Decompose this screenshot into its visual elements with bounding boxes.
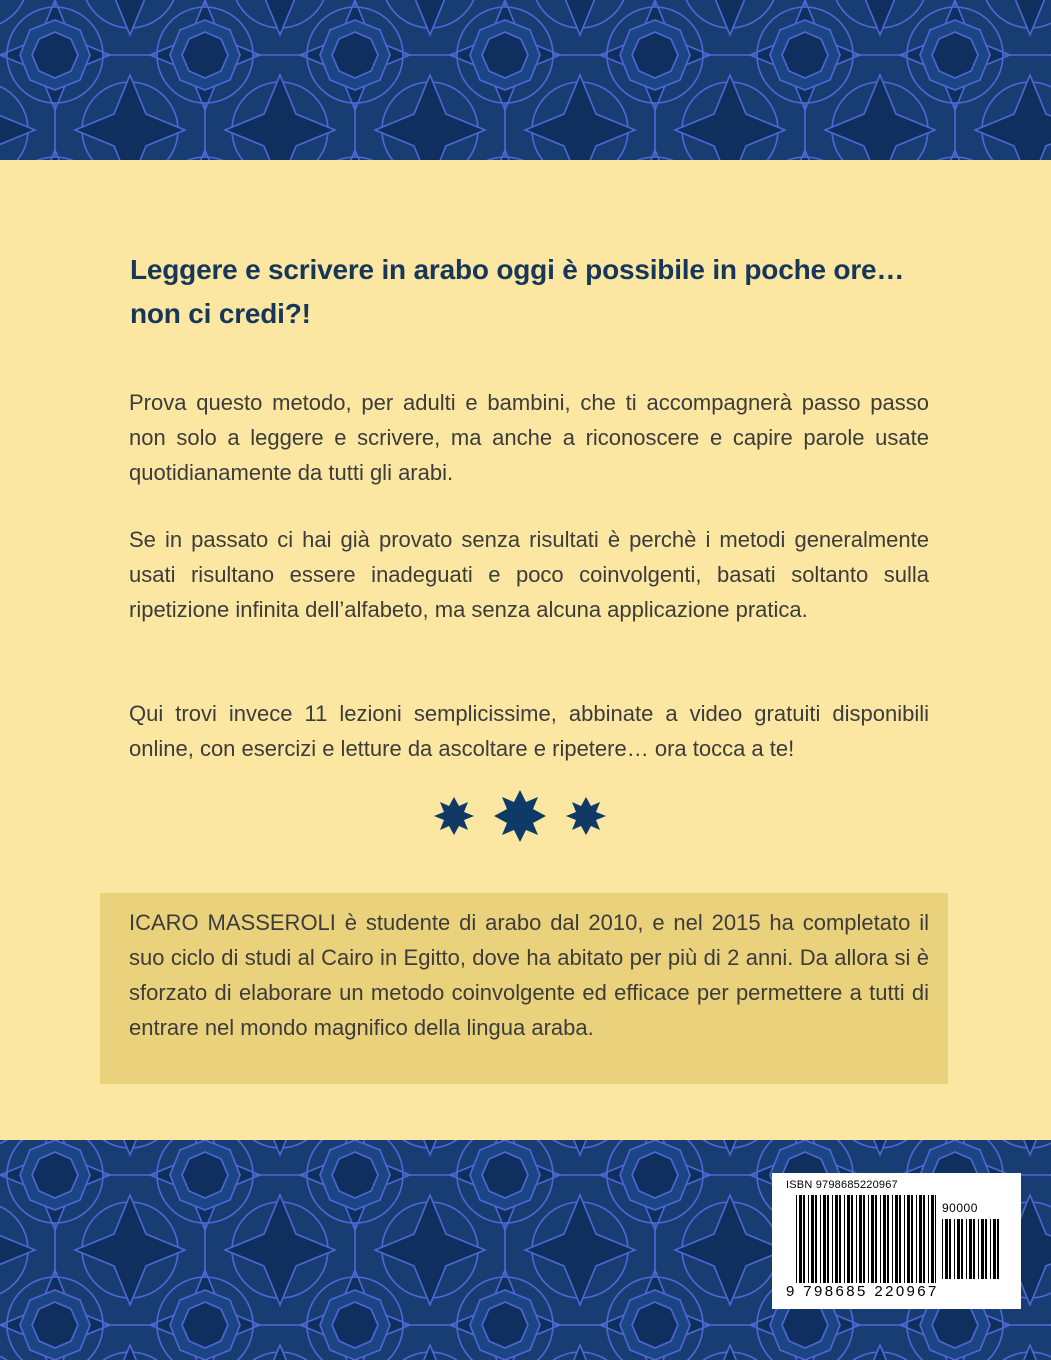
- barcode-bar: [844, 1195, 845, 1283]
- barcode-bar: [904, 1195, 905, 1283]
- eight-point-star-icon: [434, 797, 474, 835]
- barcode-bar: [871, 1195, 874, 1283]
- barcode-bar: [815, 1195, 817, 1283]
- barcode-bar: [990, 1219, 991, 1279]
- barcode-bar: [832, 1195, 833, 1283]
- barcode-bar: [851, 1195, 853, 1283]
- paragraph-intro: Prova questo metodo, per adulti e bambini, che ti accompagnerà passo passo non solo a leggere e scrivere, ma anche a riconoscere e capire parole usate quotidianamente da tutti gli arabi.: [129, 390, 929, 485]
- barcode-bar: [808, 1195, 809, 1283]
- barcode-bar: [875, 1195, 877, 1283]
- barcode-bar: [827, 1195, 829, 1283]
- headline: [130, 248, 930, 336]
- eight-point-star-icon: [566, 797, 606, 835]
- barcode-bar: [997, 1219, 999, 1279]
- barcode-bar: [880, 1195, 881, 1283]
- geometric-pattern-top: [0, 0, 1051, 160]
- barcode-bar: [803, 1195, 805, 1283]
- barcode-bar: [945, 1219, 948, 1279]
- barcode-bar: [978, 1219, 979, 1279]
- barcode-bar: [868, 1195, 869, 1283]
- barcode-bar: [961, 1219, 963, 1279]
- barcode-bar: [895, 1195, 898, 1283]
- top-pattern-band: [0, 0, 1051, 160]
- barcode-bar: [883, 1195, 886, 1283]
- barcode-bar: [892, 1195, 893, 1283]
- barcode-bar: [969, 1219, 972, 1279]
- barcode-bar: [928, 1195, 929, 1283]
- barcode-bar: [835, 1195, 838, 1283]
- barcode-bar: [949, 1219, 951, 1279]
- barcode-bar: [823, 1195, 826, 1283]
- star-ornaments: [432, 788, 608, 848]
- barcode-bar: [839, 1195, 841, 1283]
- barcode-bar: [899, 1195, 901, 1283]
- author-bio: ICARO MASSEROLI è studente di arabo dal 2010, e nel 2015 ha completato il suo ciclo di studi al Cairo in Egitto, dove ha abitato per più di 2 anni. Da allora si è sforzato di elaborare un metodo coinvolgente ed efficace per permettere a tutti di entrare nel mondo magnifico della lingua araba.: [129, 910, 929, 1040]
- barcode-bar: [935, 1195, 936, 1283]
- ean-digits: 9 798685 220967: [786, 1283, 939, 1300]
- barcode-bar: [796, 1195, 797, 1283]
- headline-line-2: non ci credi?!: [130, 298, 311, 329]
- barcode-bar: [966, 1219, 967, 1279]
- barcode-bar: [942, 1219, 943, 1279]
- barcode-bar: [923, 1195, 925, 1283]
- barcode-bar: [911, 1195, 913, 1283]
- barcode-bar: [799, 1195, 802, 1283]
- price-code: 90000: [942, 1201, 978, 1215]
- barcode-bar: [907, 1195, 910, 1283]
- barcode-bar: [811, 1195, 814, 1283]
- barcode-bar: [985, 1219, 987, 1279]
- headline-line-1: Leggere e scrivere in arabo oggi è possibile in poche ore…: [130, 254, 905, 285]
- paragraph-offer: Qui trovi invece 11 lezioni semplicissime, abbinate a video gratuiti disponibili online, con esercizi e letture da ascoltare e ripetere… ora tocca a te!: [129, 701, 929, 761]
- barcode-bar: [887, 1195, 889, 1283]
- isbn-label: ISBN 9798685220967: [786, 1179, 898, 1191]
- barcode-bar: [957, 1219, 960, 1279]
- barcode-bar: [863, 1195, 865, 1283]
- barcode-bar: [847, 1195, 850, 1283]
- barcode-bar: [931, 1195, 934, 1283]
- barcode-bar: [820, 1195, 821, 1283]
- barcode-bar: [981, 1219, 984, 1279]
- isbn-barcode: [772, 1173, 1021, 1309]
- barcode-bar: [919, 1195, 922, 1283]
- barcode-bar: [993, 1219, 996, 1279]
- barcode-bar: [954, 1219, 955, 1279]
- paragraph-problem: Se in passato ci hai già provato senza risultati è perchè i metodi generalmente usati risultano essere inadeguati e poco coinvolgenti, basati soltanto sulla ripetizione infinita dell’alfabeto, ma senza alcuna applicazione pratica.: [129, 527, 929, 622]
- author-bio-box: [100, 893, 948, 1084]
- eight-point-star-icon: [494, 790, 546, 842]
- barcode-bar: [859, 1195, 862, 1283]
- barcode-bar: [856, 1195, 857, 1283]
- barcode-bar: [973, 1219, 975, 1279]
- barcode-bar: [916, 1195, 917, 1283]
